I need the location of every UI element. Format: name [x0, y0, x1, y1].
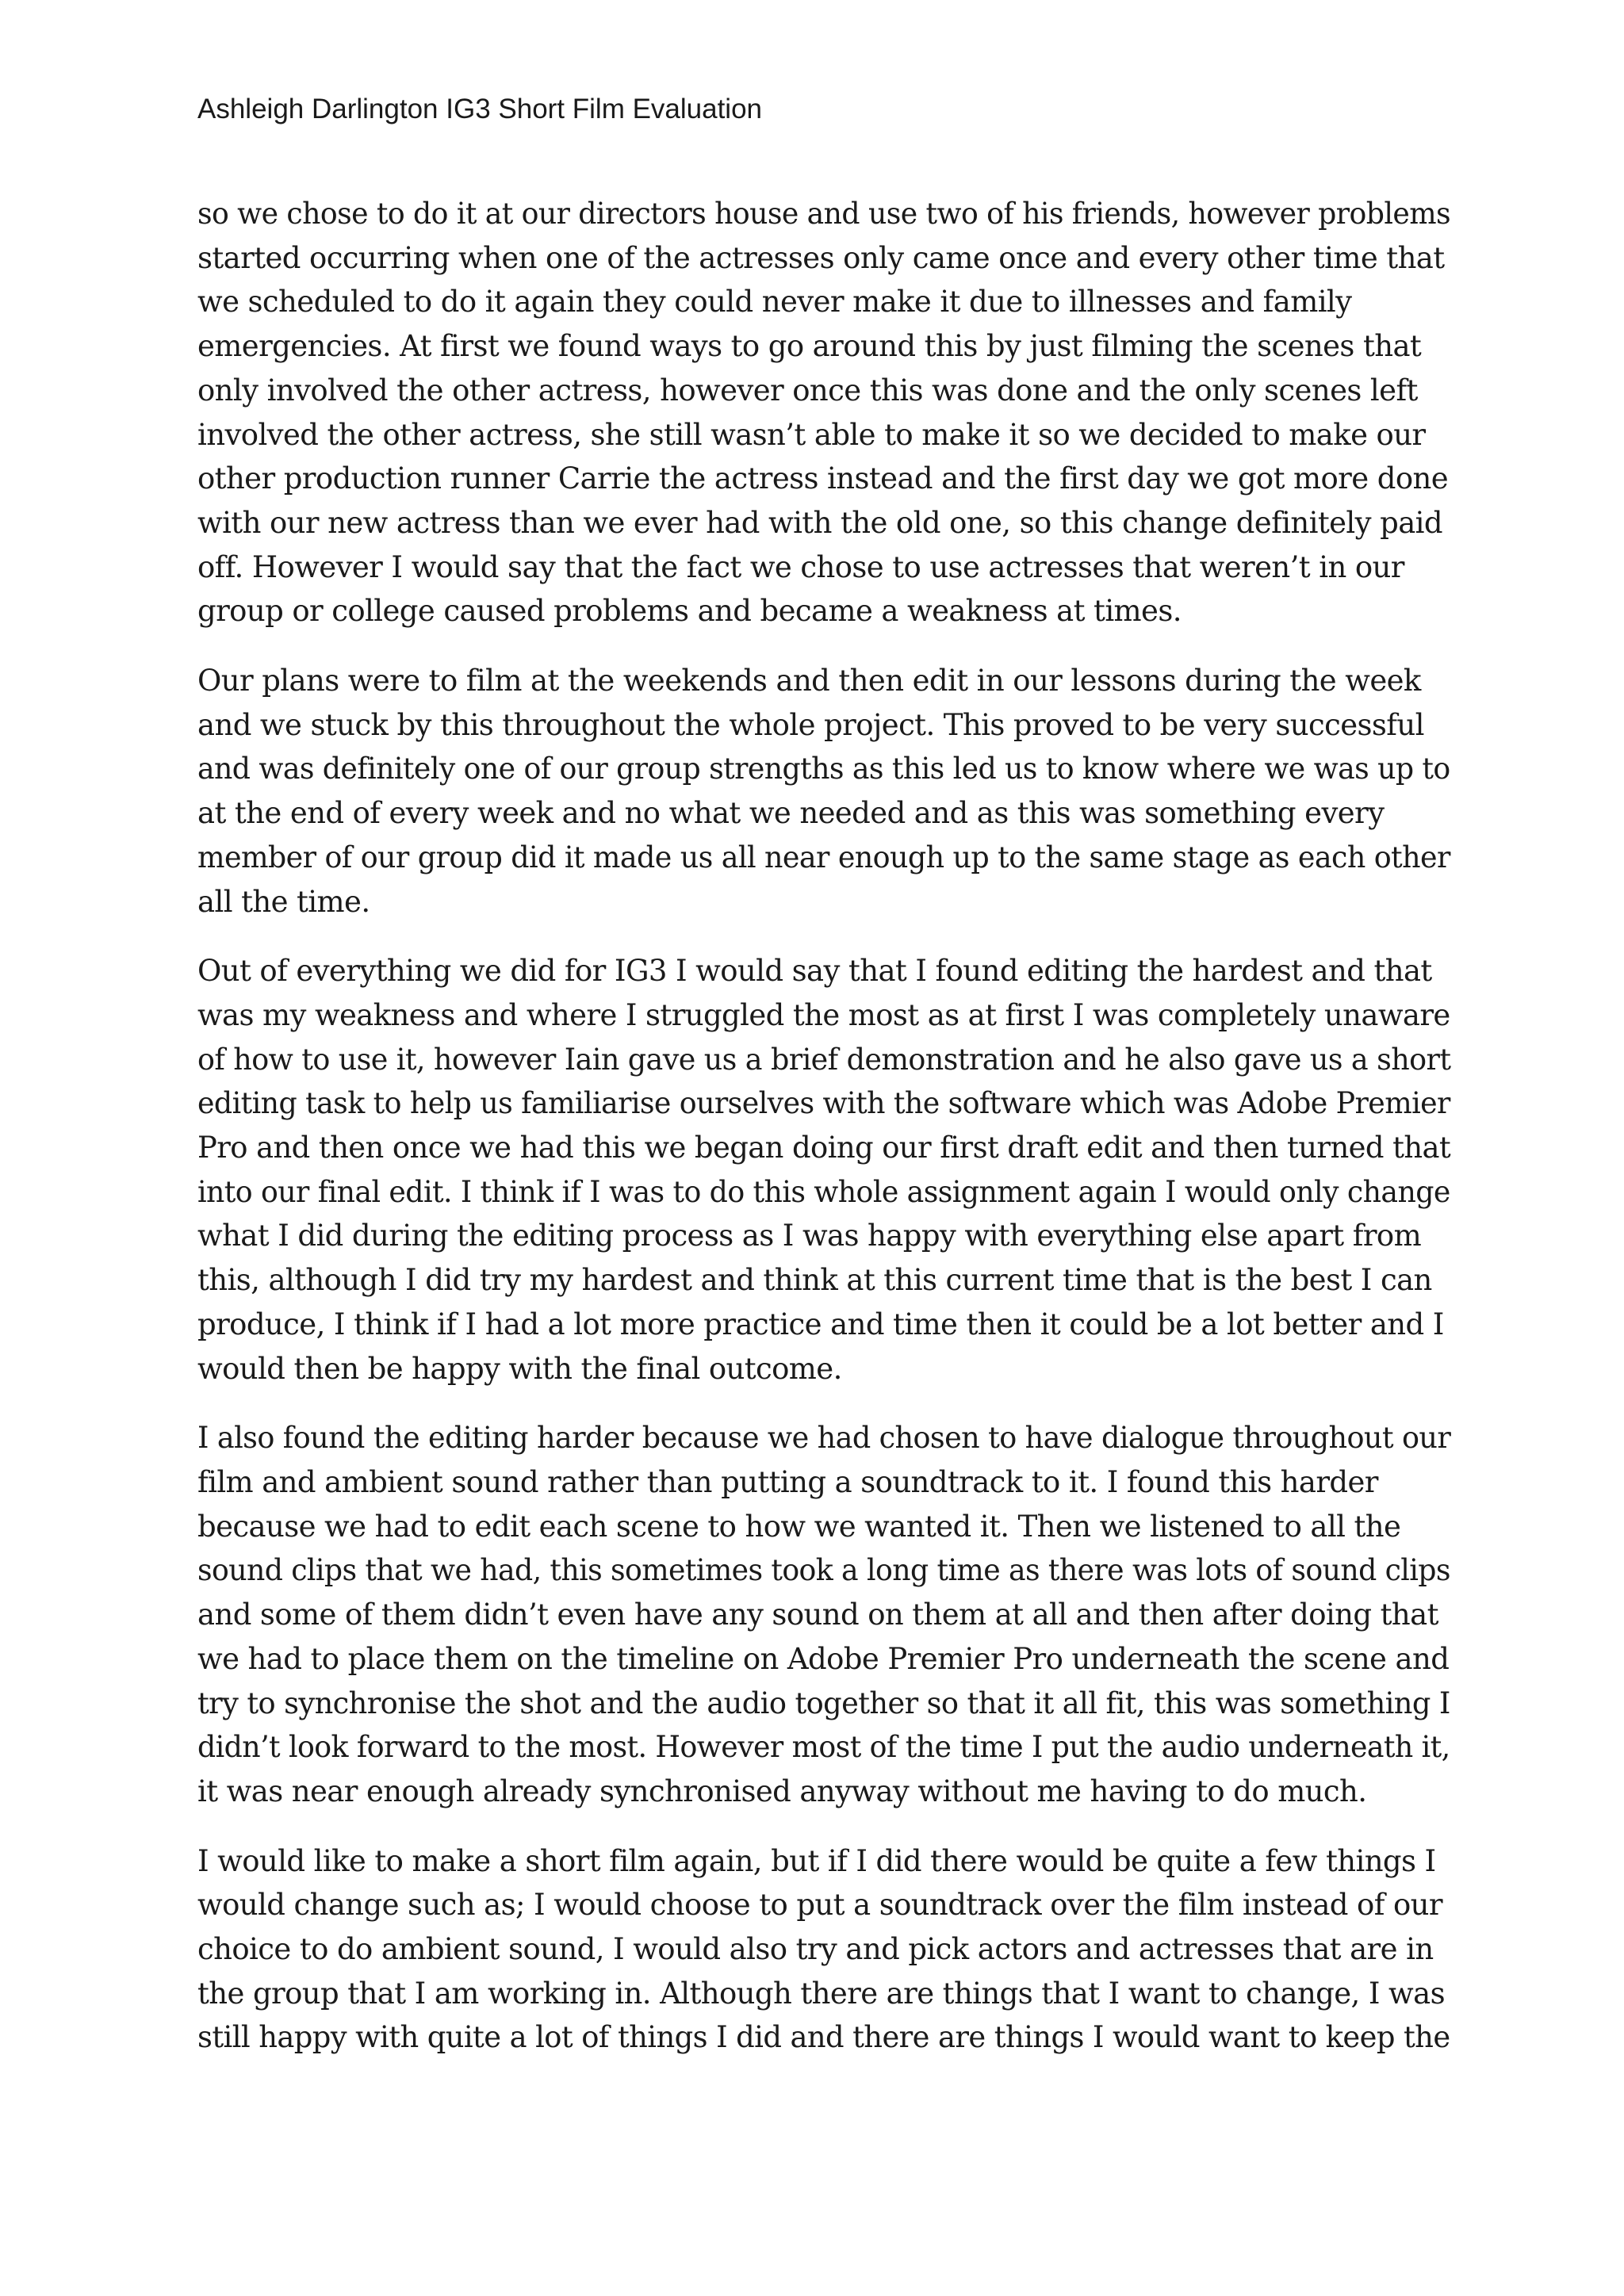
text-line: all the time. [197, 884, 370, 919]
text-line: other production runner Carrie the actress instead and the first day we got more done [197, 461, 1449, 496]
text-line: it was near enough already synchronised anyway without me having to do much. [197, 1774, 1367, 1808]
text-line: editing task to help us familiarise ourselves with the software which was Adobe Premier [197, 1086, 1450, 1121]
text-line: produce, I think if I had a lot more practice and time then it could be a lot better and I [197, 1307, 1444, 1341]
text-line: what I did during the editing process as I was happy with everything else apart from [197, 1219, 1422, 1253]
text-line: at the end of every week and no what we needed and as this was something every [197, 796, 1385, 831]
text-line: emergencies. At first we found ways to go around this by just filming the scenes that [197, 329, 1422, 364]
text-line: because we had to edit each scene to how we wanted it. Then we listened to all the [197, 1509, 1401, 1544]
text-line: we scheduled to do it again they could never make it due to illnesses and family [197, 285, 1352, 320]
text-line: started occurring when one of the actresses only came once and every other time that [197, 240, 1445, 275]
text-line: member of our group did it made us all near enough up to the same stage as each other [197, 840, 1450, 874]
text-line: this, although I did try my hardest and think at this current time that is the best I can [197, 1263, 1432, 1298]
text-line: we had to place them on the timeline on Adobe Premier Pro underneath the scene and [197, 1641, 1450, 1676]
text-line: into our final edit. I think if I was to do this whole assignment again I would only change [197, 1174, 1450, 1209]
text-line: with our new actress than we ever had with the old one, so this change definitely paid [197, 505, 1442, 540]
text-line: Pro and then once we had this we began doing our first draft edit and then turned that [197, 1131, 1451, 1165]
text-line: of how to use it, however Iain gave us a brief demonstration and he also gave us a short [197, 1042, 1451, 1077]
text-line: only involved the other actress, however once this was done and the only scenes left [197, 373, 1418, 408]
text-line: sound clips that we had, this sometimes took a long time as there was lots of sound clips [197, 1553, 1450, 1588]
paragraph [197, 1416, 1450, 1813]
document-body [197, 192, 1450, 2085]
text-line: Our plans were to film at the weekends and then edit in our lessons during the week [197, 664, 1421, 698]
running-header: Ashleigh Darlington IG3 Short Film Evaluation [197, 94, 763, 124]
text-line: Out of everything we did for IG3 I would say that I found editing the hardest and that [197, 954, 1432, 989]
text-line: so we chose to do it at our directors house and use two of his friends, however problems [197, 197, 1451, 231]
text-line: would then be happy with the final outcome. [197, 1351, 842, 1386]
text-line: group or college caused problems and became a weakness at times. [197, 594, 1182, 629]
text-line: and was definitely one of our group strengths as this led us to know where we was up to [197, 752, 1450, 786]
text-line: involved the other actress, she still wasn’t able to make it so we decided to make our [197, 417, 1426, 452]
text-line: choice to do ambient sound, I would also try and pick actors and actresses that are in [197, 1932, 1434, 1967]
paragraph [197, 1839, 1450, 2061]
text-line: try to synchronise the shot and the audio together so that it all fit, this was something I [197, 1686, 1450, 1720]
text-line: I also found the editing harder because we had chosen to have dialogue throughout our [197, 1421, 1451, 1456]
text-line: and some of them didn’t even have any sound on them at all and then after doing that [197, 1598, 1438, 1632]
text-line: and we stuck by this throughout the whole project. This proved to be very successful [197, 707, 1424, 742]
paragraph [197, 192, 1450, 633]
text-line: still happy with quite a lot of things I did and there are things I would want to keep the [197, 2020, 1450, 2055]
paragraph [197, 659, 1450, 924]
text-line: the group that I am working in. Although there are things that I want to change, I was [197, 1976, 1445, 2011]
text-line: film and ambient sound rather than putting a soundtrack to it. I found this harder [197, 1464, 1378, 1499]
paragraph [197, 949, 1450, 1391]
text-line: was my weakness and where I struggled the most as at first I was completely unaware [197, 997, 1450, 1032]
text-line: off. However I would say that the fact we chose to use actresses that weren’t in our [197, 549, 1404, 584]
text-line: didn’t look forward to the most. However most of the time I put the audio underneath it, [197, 1730, 1450, 1765]
text-line: I would like to make a short film again, but if I did there would be quite a few things I [197, 1843, 1436, 1878]
text-line: would change such as; I would choose to put a soundtrack over the film instead of our [197, 1888, 1442, 1923]
